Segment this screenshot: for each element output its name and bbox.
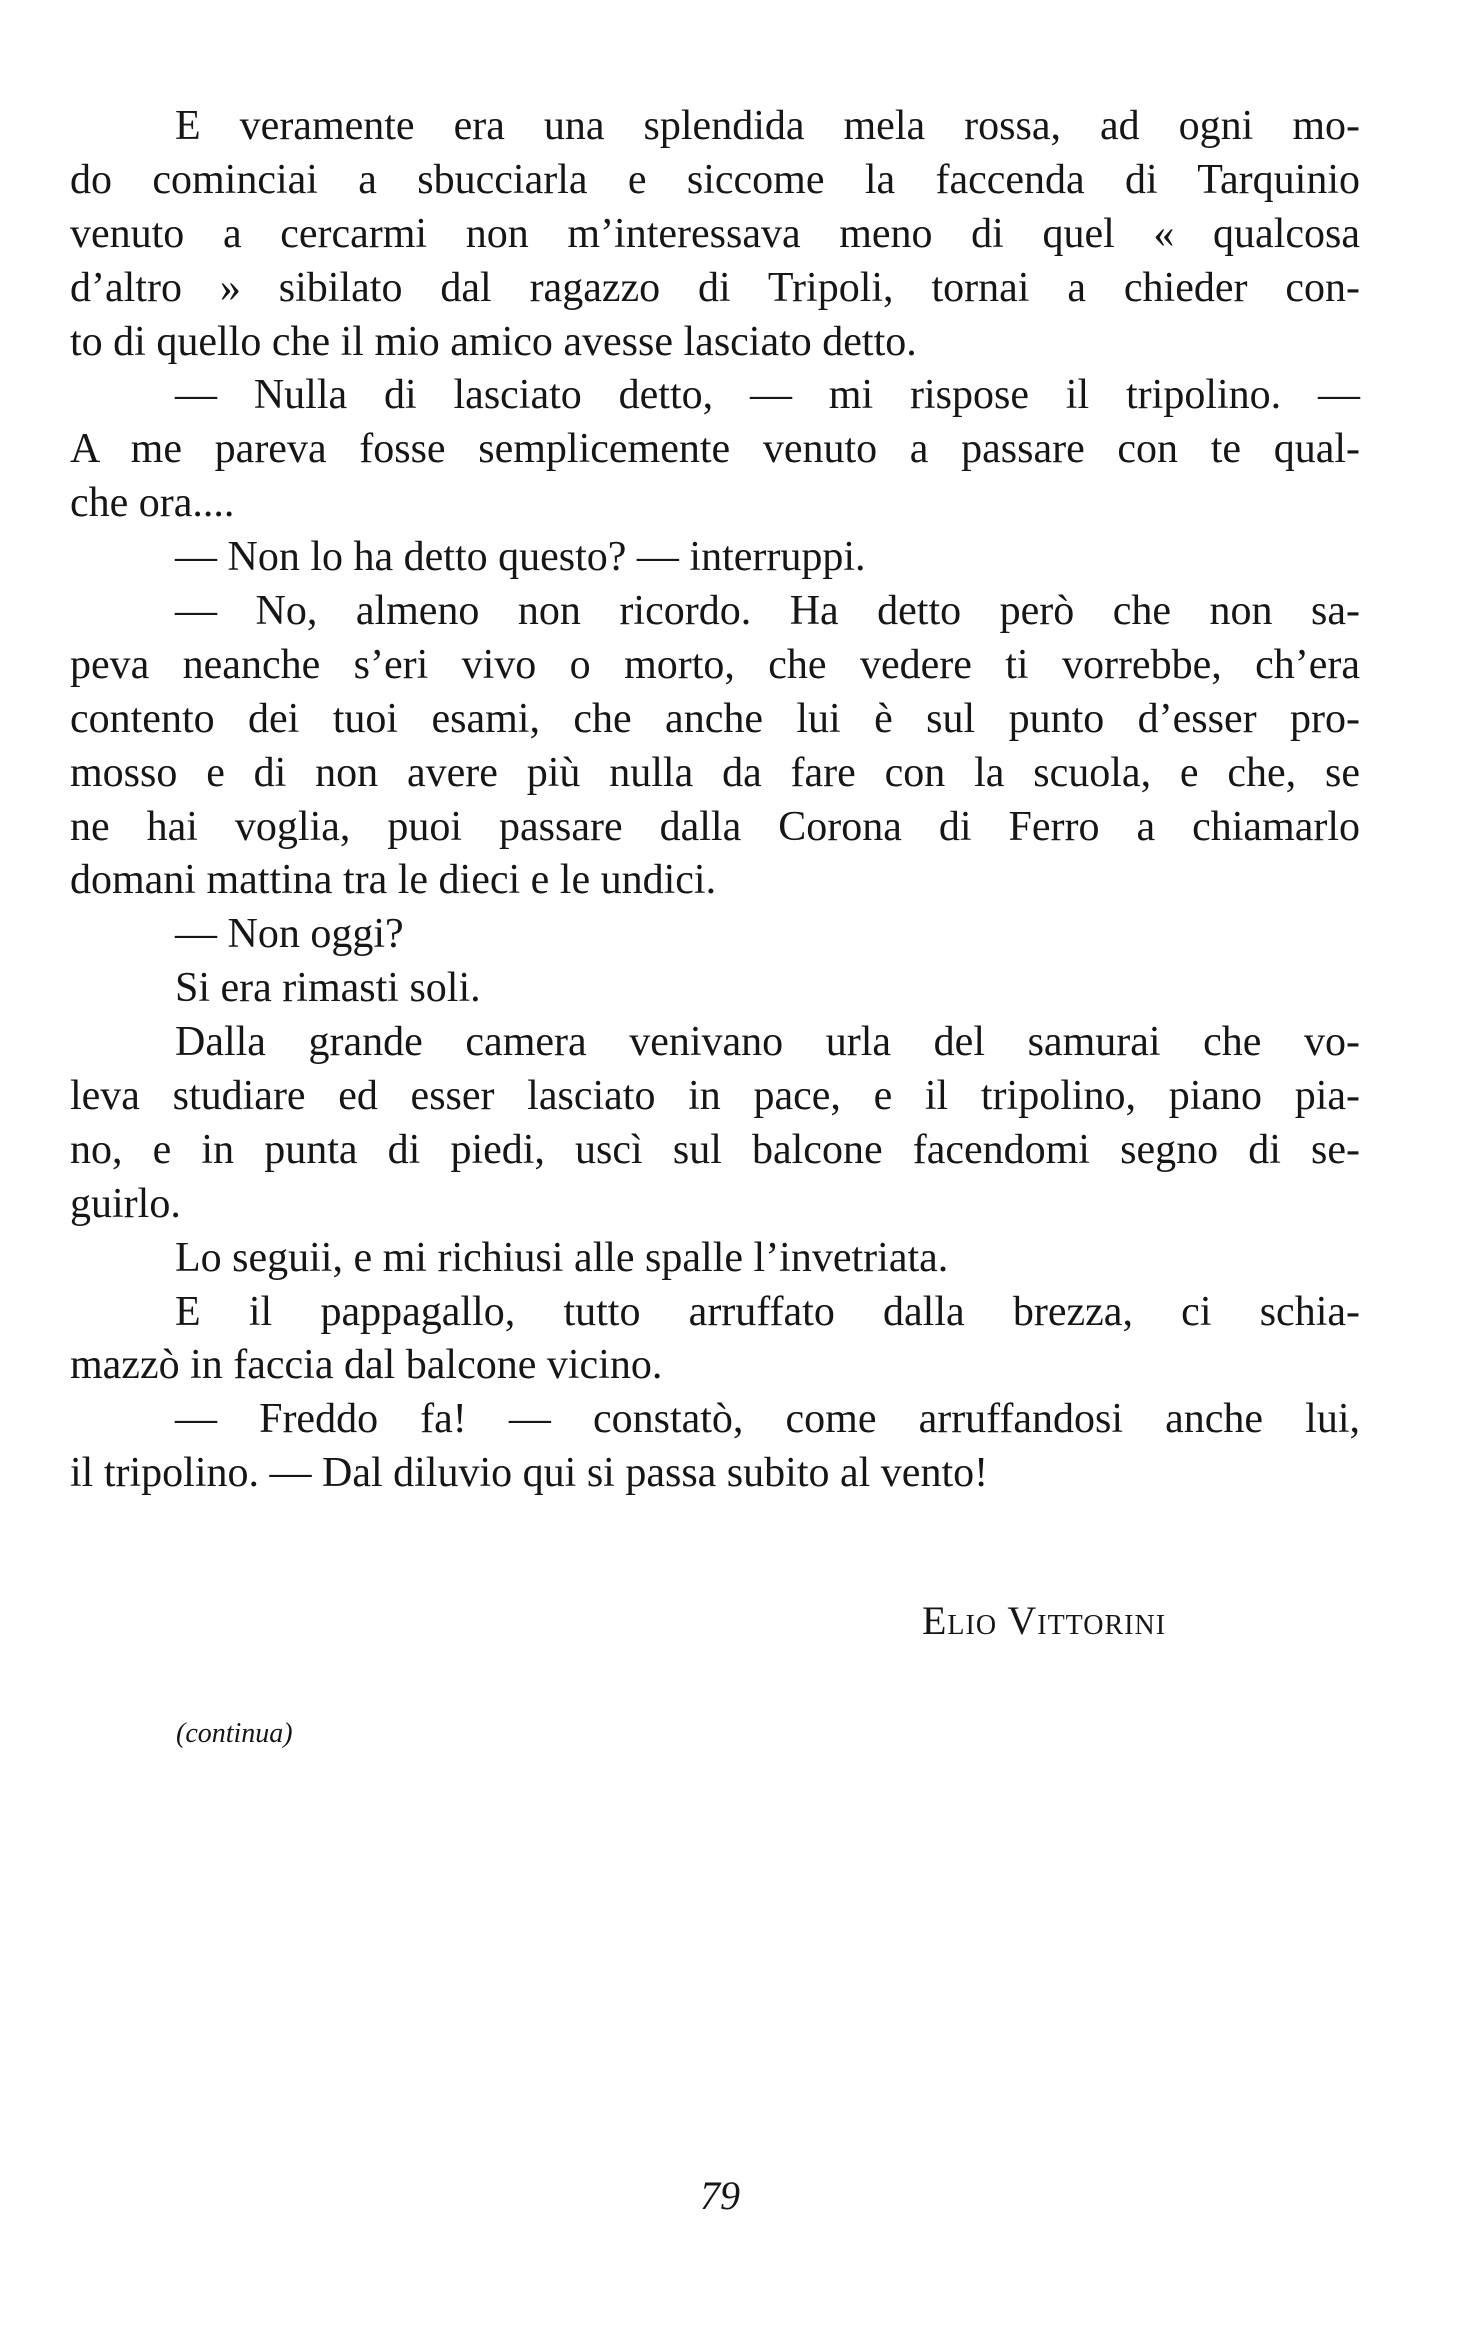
text-line: — Freddo fa! — constatò, come arruffandosi anche lui,	[175, 1396, 1360, 1443]
text-line: E veramente era una splendida mela rossa, ad ogni mo-	[175, 103, 1360, 149]
text-line: Dalla grande camera venivano urla del samurai che vo-	[175, 1019, 1360, 1066]
text-line: E il pappagallo, tutto arruffato dalla brezza, ci schia-	[175, 1288, 1360, 1335]
text-line: leva studiare ed esser lasciato in pace, e il tripolino, piano pia-	[70, 1073, 1360, 1120]
text-line: domani mattina tra le dieci e le undici.	[70, 857, 717, 904]
text-line: — Non oggi?	[175, 911, 404, 958]
text-line: Lo seguii, e mi richiusi alle spalle l’invetriata.	[175, 1234, 949, 1281]
text-line: do cominciai a sbucciarla e siccome la faccenda di Tarquinio	[70, 156, 1360, 203]
text-line: Si era rimasti soli.	[175, 965, 481, 1012]
text-line: il tripolino. — Dal diluvio qui si passa subito al vento!	[70, 1450, 989, 1497]
text-line: ne hai voglia, puoi passare dalla Corona di Ferro a chiamarlo	[70, 803, 1360, 850]
text-line: contento dei tuoi esami, che anche lui è sul punto d’esser pro-	[70, 695, 1360, 742]
continued-note: (continua)	[176, 1718, 293, 1749]
text-line: che ora....	[70, 480, 235, 527]
text-line: — Non lo ha detto questo? — interruppi.	[175, 534, 866, 581]
text-line: d’altro » sibilato dal ragazzo di Tripoli, tornai a chieder con-	[70, 264, 1360, 311]
text-line: mazzò in faccia dal balcone vicino.	[70, 1342, 663, 1389]
text-line: — Nulla di lasciato detto, — mi rispose il tripolino. —	[175, 372, 1360, 419]
text-line: guirlo.	[70, 1180, 181, 1227]
text-line: — No, almeno non ricordo. Ha detto però che non sa-	[175, 588, 1360, 635]
text-line: A me pareva fosse semplicemente venuto a passare con te qual-	[70, 426, 1360, 473]
author-signature: Elio Vittorini	[922, 1598, 1167, 1643]
body-text	[70, 100, 1360, 1501]
text-line: venuto a cercarmi non m’interessava meno di quel « qualcosa	[70, 210, 1360, 257]
text-line: to di quello che il mio amico avesse lasciato detto.	[70, 318, 917, 365]
text-line: peva neanche s’eri vivo o morto, che vedere ti vorrebbe, ch’era	[70, 641, 1360, 688]
page-number: 79	[700, 2173, 740, 2218]
text-line: mosso e di non avere più nulla da fare con la scuola, e che, se	[70, 749, 1360, 796]
text-line: no, e in punta di piedi, uscì sul balcone facendomi segno di se-	[70, 1126, 1360, 1173]
